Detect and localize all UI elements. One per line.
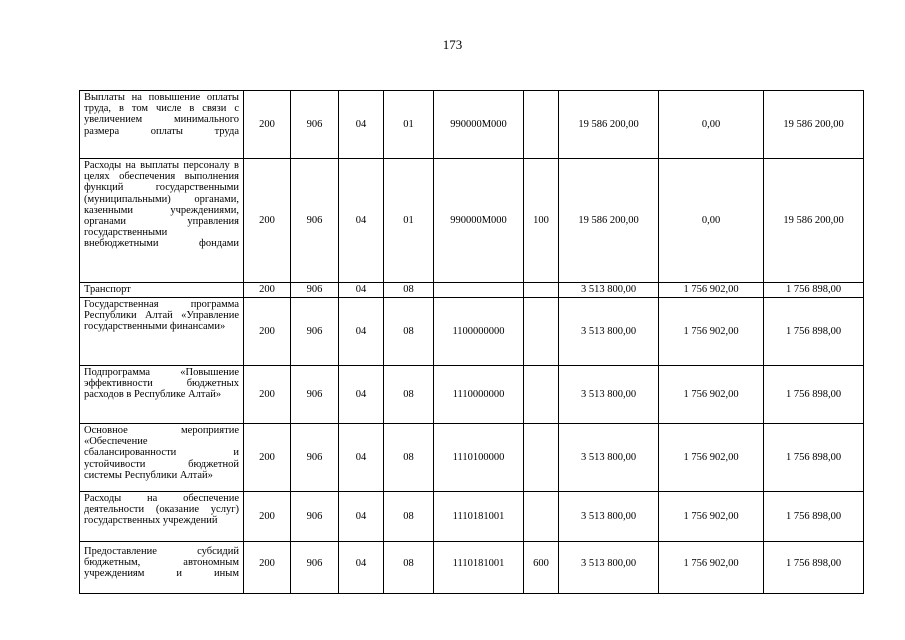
- cell-amount: 1 756 898,00: [764, 298, 864, 366]
- cell-code: 04: [339, 542, 384, 594]
- cell-target-code: 1100000000: [434, 298, 524, 366]
- cell-amount: 1 756 898,00: [764, 542, 864, 594]
- cell-code: 08: [384, 283, 434, 298]
- table-row: [80, 492, 864, 542]
- cell-code: 08: [384, 298, 434, 366]
- table-row: [80, 542, 864, 594]
- cell-target-code: [434, 283, 524, 298]
- row-name: Выплаты на повышение оплаты труда, в том числе в связи с увеличением минимального размера оплаты труда: [80, 91, 244, 159]
- cell-code: 200: [244, 159, 291, 283]
- cell-code: 906: [291, 159, 339, 283]
- cell-amount: 1 756 898,00: [764, 424, 864, 492]
- row-name: Подпрограмма «Повышение эффективности бюджетных расходов в Республике Алтай»: [80, 366, 244, 424]
- cell-target-code: 1110100000: [434, 424, 524, 492]
- cell-amount: 0,00: [659, 91, 764, 159]
- cell-code: 906: [291, 298, 339, 366]
- row-name: Транспорт: [80, 283, 244, 298]
- cell-code: 04: [339, 492, 384, 542]
- cell-amount: 1 756 898,00: [764, 492, 864, 542]
- cell-code: 08: [384, 366, 434, 424]
- cell-expense-type: [524, 366, 559, 424]
- page-number: 173: [442, 37, 463, 52]
- cell-code: 08: [384, 424, 434, 492]
- cell-amount: 1 756 902,00: [659, 492, 764, 542]
- table-row: [80, 424, 864, 492]
- cell-code: 04: [339, 91, 384, 159]
- cell-amount: 19 586 200,00: [764, 159, 864, 283]
- cell-code: 01: [384, 91, 434, 159]
- cell-expense-type: [524, 91, 559, 159]
- cell-code: 906: [291, 366, 339, 424]
- cell-code: 200: [244, 424, 291, 492]
- cell-target-code: 1110181001: [434, 542, 524, 594]
- cell-amount: 1 756 898,00: [764, 283, 864, 298]
- cell-code: 200: [244, 91, 291, 159]
- cell-code: 08: [384, 492, 434, 542]
- cell-amount: 1 756 898,00: [764, 366, 864, 424]
- cell-code: 04: [339, 366, 384, 424]
- cell-target-code: 1110181001: [434, 492, 524, 542]
- cell-code: 906: [291, 424, 339, 492]
- cell-amount: 3 513 800,00: [559, 366, 659, 424]
- budget-table: [79, 90, 864, 594]
- cell-code: 906: [291, 542, 339, 594]
- row-name: Расходы на обеспечение деятельности (оказание услуг) государственных учреждений: [80, 492, 244, 542]
- cell-amount: 1 756 902,00: [659, 366, 764, 424]
- cell-amount: 1 756 902,00: [659, 542, 764, 594]
- table-row: [80, 298, 864, 366]
- cell-code: 04: [339, 424, 384, 492]
- cell-expense-type: [524, 492, 559, 542]
- row-name: Основное мероприятие «Обеспечение сбалансированности и устойчивости бюджетной системы Республики Алтай»: [80, 424, 244, 492]
- cell-amount: 3 513 800,00: [559, 283, 659, 298]
- cell-code: 200: [244, 542, 291, 594]
- cell-code: 04: [339, 159, 384, 283]
- cell-code: 906: [291, 283, 339, 298]
- cell-amount: 19 586 200,00: [559, 91, 659, 159]
- cell-amount: 1 756 902,00: [659, 424, 764, 492]
- cell-code: 906: [291, 91, 339, 159]
- cell-code: 200: [244, 298, 291, 366]
- cell-code: 200: [244, 492, 291, 542]
- cell-code: 200: [244, 366, 291, 424]
- cell-code: 01: [384, 159, 434, 283]
- cell-expense-type: 600: [524, 542, 559, 594]
- cell-amount: 1 756 902,00: [659, 283, 764, 298]
- table-row: [80, 366, 864, 424]
- cell-amount: 3 513 800,00: [559, 542, 659, 594]
- table-row: [80, 159, 864, 283]
- cell-expense-type: [524, 283, 559, 298]
- cell-expense-type: [524, 298, 559, 366]
- table-row: [80, 91, 864, 159]
- cell-amount: 19 586 200,00: [559, 159, 659, 283]
- cell-code: 906: [291, 492, 339, 542]
- cell-amount: 3 513 800,00: [559, 298, 659, 366]
- cell-code: 08: [384, 542, 434, 594]
- table-row: [80, 283, 864, 298]
- cell-expense-type: [524, 424, 559, 492]
- row-name: Предоставление субсидий бюджетным, автономным учреждениям и иным: [80, 542, 244, 594]
- cell-code: 200: [244, 283, 291, 298]
- cell-amount: 19 586 200,00: [764, 91, 864, 159]
- cell-target-code: 1110000000: [434, 366, 524, 424]
- cell-expense-type: 100: [524, 159, 559, 283]
- row-name: Расходы на выплаты персоналу в целях обеспечения выполнения функций государственными (муниципальными) органами, казенными учреждениями, органами управления государственными внебюджетными фондами: [80, 159, 244, 283]
- cell-amount: 3 513 800,00: [559, 492, 659, 542]
- cell-amount: 1 756 902,00: [659, 298, 764, 366]
- cell-code: 04: [339, 283, 384, 298]
- cell-amount: 0,00: [659, 159, 764, 283]
- cell-target-code: 990000M000: [434, 91, 524, 159]
- cell-code: 04: [339, 298, 384, 366]
- cell-target-code: 990000M000: [434, 159, 524, 283]
- cell-amount: 3 513 800,00: [559, 424, 659, 492]
- row-name: Государственная программа Республики Алтай «Управление государственными финансами»: [80, 298, 244, 366]
